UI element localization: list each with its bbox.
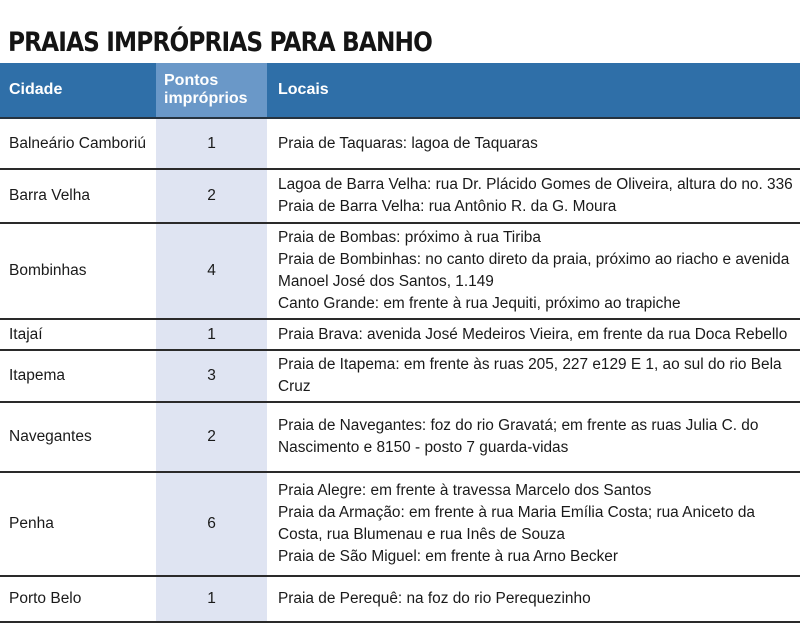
table-body: [0, 118, 800, 622]
location-line: Praia de Bombinhas: no canto direto da praia, próximo ao riacho e avenida: [278, 251, 790, 268]
points-cell: 3: [156, 350, 267, 402]
table-row: [0, 169, 800, 223]
city-cell: Penha: [0, 472, 156, 576]
table-row: [0, 576, 800, 622]
points-cell: 1: [156, 118, 267, 169]
location-line: Manoel José dos Santos, 1.149: [278, 273, 494, 290]
column-header-points-line2: impróprios: [164, 90, 248, 107]
locations-cell: [267, 118, 800, 169]
table-row: [0, 223, 800, 319]
header-row: [0, 63, 800, 118]
city-cell: Balneário Camboriú: [0, 118, 156, 169]
location-line: Praia de Perequê: na foz do rio Perequezinho: [278, 590, 591, 607]
city-cell: Bombinhas: [0, 223, 156, 319]
table-row: [0, 319, 800, 350]
city-cell: Itapema: [0, 350, 156, 402]
location-line: Praia de Bombas: próximo à rua Tiriba: [278, 229, 541, 246]
page-title: PRAIAS IMPRÓPRIAS PARA BANHO: [8, 27, 432, 58]
locations-cell: [267, 350, 800, 402]
city-cell: Itajaí: [0, 319, 156, 350]
locations-cell: [267, 319, 800, 350]
location-line: Praia de Taquaras: lagoa de Taquaras: [278, 134, 538, 152]
column-header-city: Cidade: [0, 63, 156, 118]
table-row: [0, 472, 800, 576]
beaches-table: [0, 63, 800, 623]
city-cell: Porto Belo: [0, 576, 156, 622]
points-cell: 1: [156, 576, 267, 622]
location-line: Praia de São Miguel: em frente à rua Arno Becker: [278, 548, 618, 565]
location-line: Nascimento e 8150 - posto 7 guarda-vidas: [278, 439, 569, 456]
location-line: Costa, rua Blumenau e rua Inês de Souza: [278, 526, 565, 543]
points-cell: 2: [156, 169, 267, 223]
location-line: Praia de Navegantes: foz do rio Gravatá; em frente as ruas Julia C. do: [278, 417, 759, 434]
table-row: [0, 350, 800, 402]
points-cell: 4: [156, 223, 267, 319]
locations-cell: [267, 576, 800, 622]
table-row: [0, 118, 800, 169]
table-header: [0, 63, 800, 118]
location-line: Praia da Armação: em frente à rua Maria Emília Costa; rua Aniceto da: [278, 504, 755, 521]
locations-cell: [267, 472, 800, 576]
column-header-locations: Locais: [267, 63, 800, 118]
points-cell: 2: [156, 402, 267, 472]
locations-cell: [267, 169, 800, 223]
location-line: Praia de Barra Velha: rua Antônio R. da G. Moura: [278, 198, 617, 215]
location-line: Canto Grande: em frente à rua Jequiti, próximo ao trapiche: [278, 295, 681, 312]
location-line: Praia Brava: avenida José Medeiros Vieira, em frente da rua Doca Rebello: [278, 325, 788, 343]
city-cell: Barra Velha: [0, 169, 156, 223]
location-line: Praia Alegre: em frente à travessa Marcelo dos Santos: [278, 482, 652, 499]
column-header-points-line1: Pontos: [164, 72, 219, 89]
locations-cell: [267, 223, 800, 319]
table-row: [0, 402, 800, 472]
location-line: Lagoa de Barra Velha: rua Dr. Plácido Gomes de Oliveira, altura do no. 336: [278, 176, 793, 193]
points-cell: 1: [156, 319, 267, 350]
location-line: Cruz: [278, 378, 311, 395]
column-header-points: [156, 63, 267, 118]
locations-cell: [267, 402, 800, 472]
points-cell: 6: [156, 472, 267, 576]
city-cell: Navegantes: [0, 402, 156, 472]
location-line: Praia de Itapema: em frente às ruas 205, 227 e129 E 1, ao sul do rio Bela: [278, 356, 782, 373]
